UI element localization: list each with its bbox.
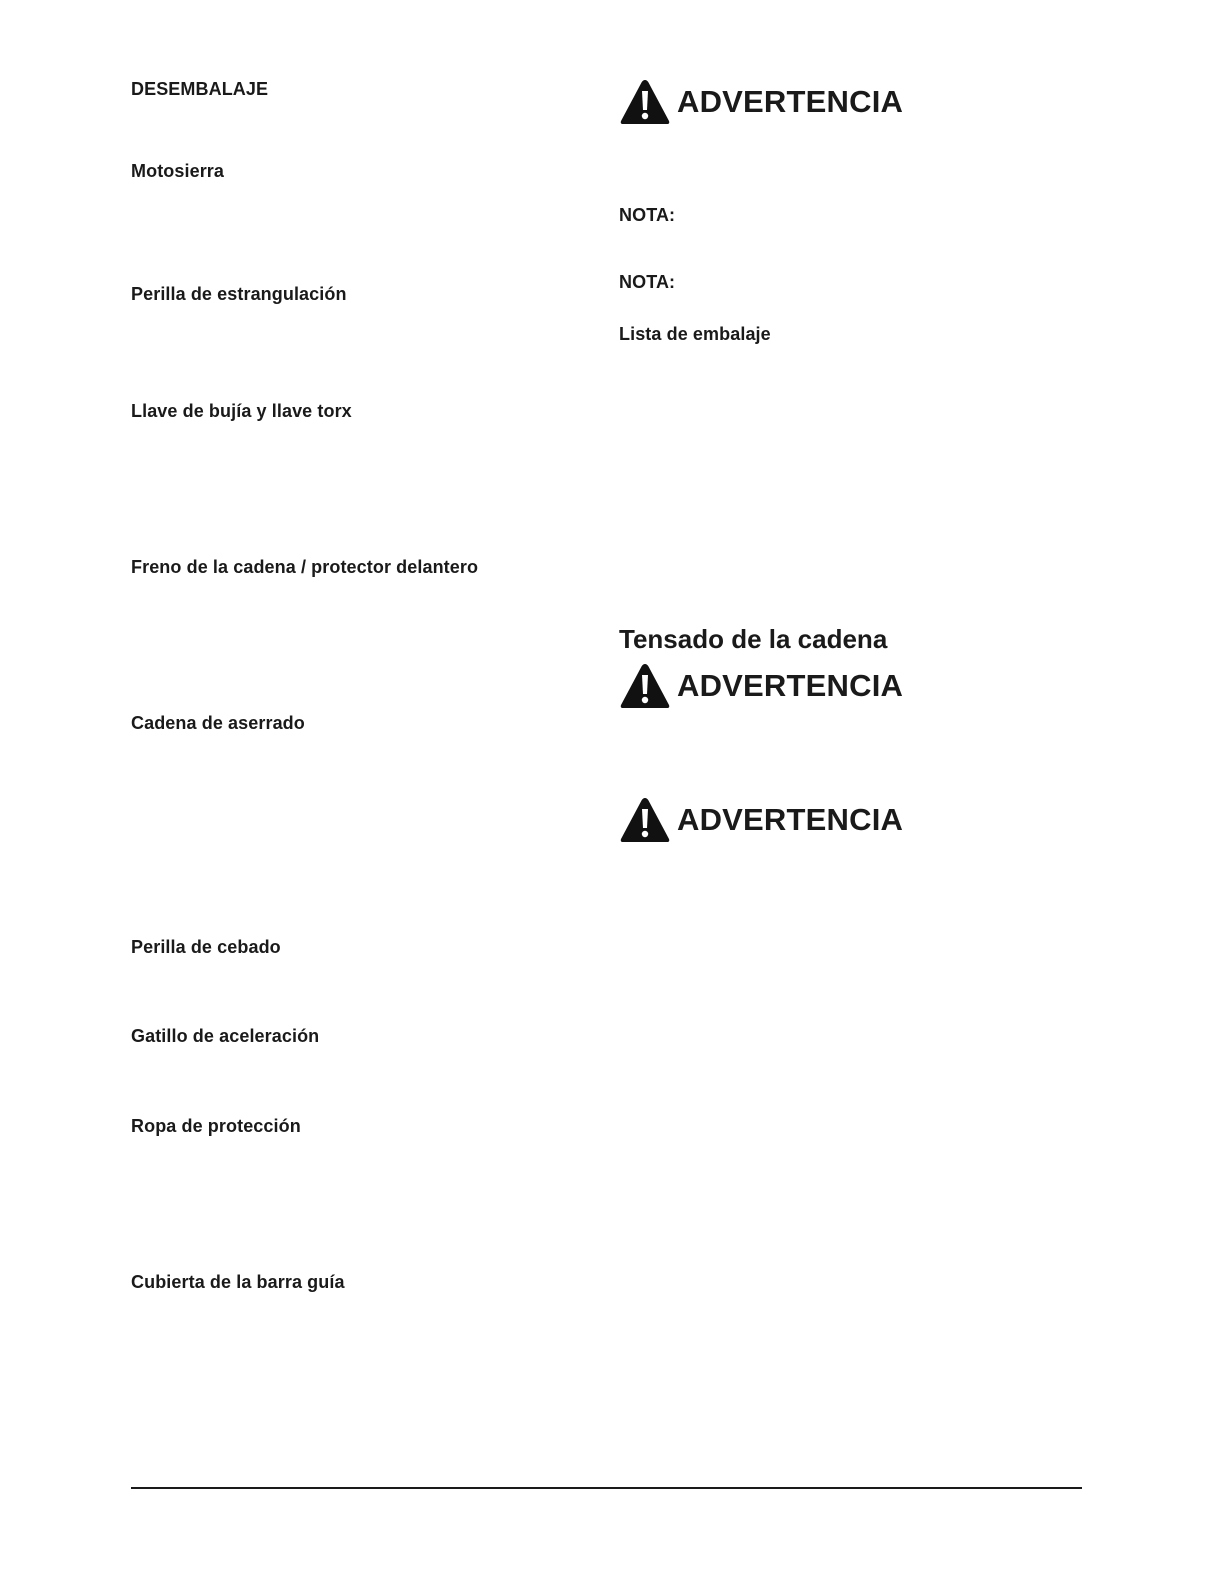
warning-triangle-icon [619,78,671,126]
warning-block-3 [619,796,903,844]
item-perilla-cebado: Perilla de cebado [131,937,281,957]
packing-list-heading: Lista de embalaje [619,324,771,344]
item-perilla-estrangulacion: Perilla de estrangulación [131,284,347,304]
warning-triangle-icon [619,796,671,844]
warning-label-1: ADVERTENCIA [677,84,904,119]
item-cubierta-barra: Cubierta de la barra guía [131,1272,345,1292]
item-cadena-aserrado: Cadena de aserrado [131,713,305,733]
item-llave-bujia: Llave de bujía y llave torx [131,401,352,421]
section-heading-desembalaje: DESEMBALAJE [131,79,269,99]
item-gatillo-aceleracion: Gatillo de aceleración [131,1026,320,1046]
warning-triangle-icon [619,662,671,710]
item-freno-cadena: Freno de la cadena / protector delantero [131,557,479,577]
section-title-tensado: Tensado de la cadena [619,624,888,654]
warning-label-2: ADVERTENCIA [677,668,904,703]
footer-divider [131,1487,1082,1489]
warning-block-2 [619,662,903,710]
item-ropa-proteccion: Ropa de protección [131,1116,301,1136]
note-label-2: NOTA: [619,272,676,292]
warning-label-3: ADVERTENCIA [677,802,904,837]
warning-block-1 [619,78,903,126]
note-label-1: NOTA: [619,205,676,225]
item-motosierra: Motosierra [131,161,225,181]
